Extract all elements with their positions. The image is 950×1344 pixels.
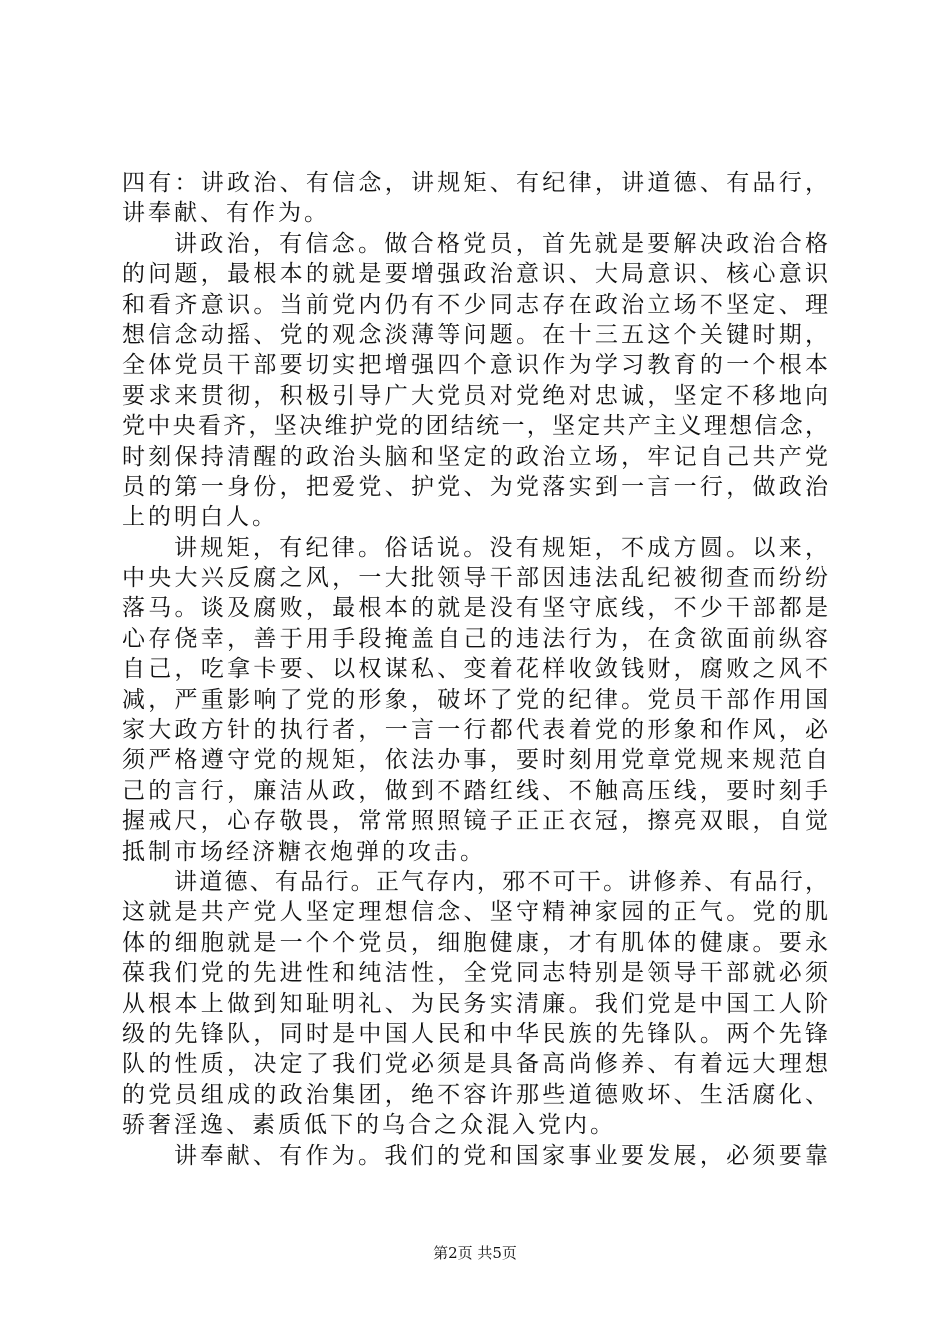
page-footer: 第2页 共5页 [433, 1244, 517, 1262]
text-line: 自己，吃拿卡要、以权谋私、变着花样收敛钱财，腐败之风不 [122, 656, 828, 683]
text-line: 葆我们党的先进性和纯洁性，全党同志特别是领导干部就必须 [122, 960, 828, 987]
text-line: 己的言行，廉洁从政，做到不踏红线、不触高压线，要时刻手 [122, 777, 828, 804]
paragraph [122, 168, 828, 229]
text-line: 骄奢淫逸、素质低下的乌合之众混入党内。 [122, 1112, 616, 1139]
text-line: 上的明白人。 [122, 504, 278, 531]
text-line: 讲道德、有品行。正气存内，邪不可干。讲修养、有品行， [174, 868, 828, 895]
text-line: 讲奉献、有作为。 [122, 200, 330, 227]
text-line: 员的第一身份，把爱党、护党、为党落实到一言一行，做政治 [122, 473, 828, 500]
text-line: 党中央看齐，坚决维护党的团结统一，坚定共产主义理想信念， [122, 413, 828, 440]
text-line: 讲奉献、有作为。我们的党和国家事业要发展，必须要靠 [174, 1142, 828, 1169]
text-line: 四有：讲政治、有信念，讲规矩、有纪律，讲道德、有品行， [122, 170, 828, 196]
paragraph [122, 533, 828, 867]
text-line: 中央大兴反腐之风，一大批领导干部因违法乱纪被彻查而纷纷 [122, 565, 828, 592]
text-line: 体的细胞就是一个个党员，细胞健康，才有肌体的健康。要永 [122, 929, 828, 956]
text-line: 和看齐意识。当前党内仍有不少同志存在政治立场不坚定、理 [122, 291, 828, 318]
paragraph [122, 229, 828, 533]
text-line: 心存侥幸，善于用手段掩盖自己的违法行为，在贪欲面前纵容 [122, 625, 828, 652]
paragraph [122, 1141, 828, 1171]
paragraph [122, 867, 828, 1141]
text-line: 的党员组成的政治集团，绝不容许那些道德败坏、生活腐化、 [122, 1081, 828, 1108]
text-line: 须严格遵守党的规矩，依法办事，要时刻用党章党规来规范自 [122, 747, 828, 774]
text-line: 这就是共产党人坚定理想信念、坚守精神家园的正气。党的肌 [122, 899, 828, 926]
text-line: 落马。谈及腐败，最根本的就是没有坚守底线，不少干部都是 [122, 595, 828, 622]
text-line: 讲政治，有信念。做合格党员，首先就是要解决政治合格 [174, 230, 828, 257]
text-line: 想信念动摇、党的观念淡薄等问题。在十三五这个关键时期， [122, 321, 828, 348]
text-line: 讲规矩，有纪律。俗话说。没有规矩，不成方圆。以来， [174, 534, 828, 561]
text-line: 队的性质，决定了我们党必须是具备高尚修养、有着远大理想 [122, 1051, 828, 1078]
document-body [122, 168, 828, 1171]
text-line: 握戒尺，心存敬畏，常常照照镜子正正衣冠，擦亮双眼，自觉 [122, 808, 828, 835]
text-line: 从根本上做到知耻明礼、为民务实清廉。我们党是中国工人阶 [122, 990, 828, 1017]
text-line: 全体党员干部要切实把增强四个意识作为学习教育的一个根本 [122, 352, 828, 379]
text-line: 抵制市场经济糖衣炮弹的攻击。 [122, 838, 486, 865]
text-line: 的问题，最根本的就是要增强政治意识、大局意识、核心意识 [122, 261, 828, 288]
text-line: 家大政方针的执行者，一言一行都代表着党的形象和作风，必 [122, 717, 828, 744]
text-line: 要求来贯彻，积极引导广大党员对党绝对忠诚，坚定不移地向 [122, 382, 828, 409]
text-line: 时刻保持清醒的政治头脑和坚定的政治立场，牢记自己共产党 [122, 443, 828, 470]
text-line: 级的先锋队，同时是中国人民和中华民族的先锋队。两个先锋 [122, 1020, 828, 1047]
text-line: 减，严重影响了党的形象，破坏了党的纪律。党员干部作用国 [122, 686, 828, 713]
